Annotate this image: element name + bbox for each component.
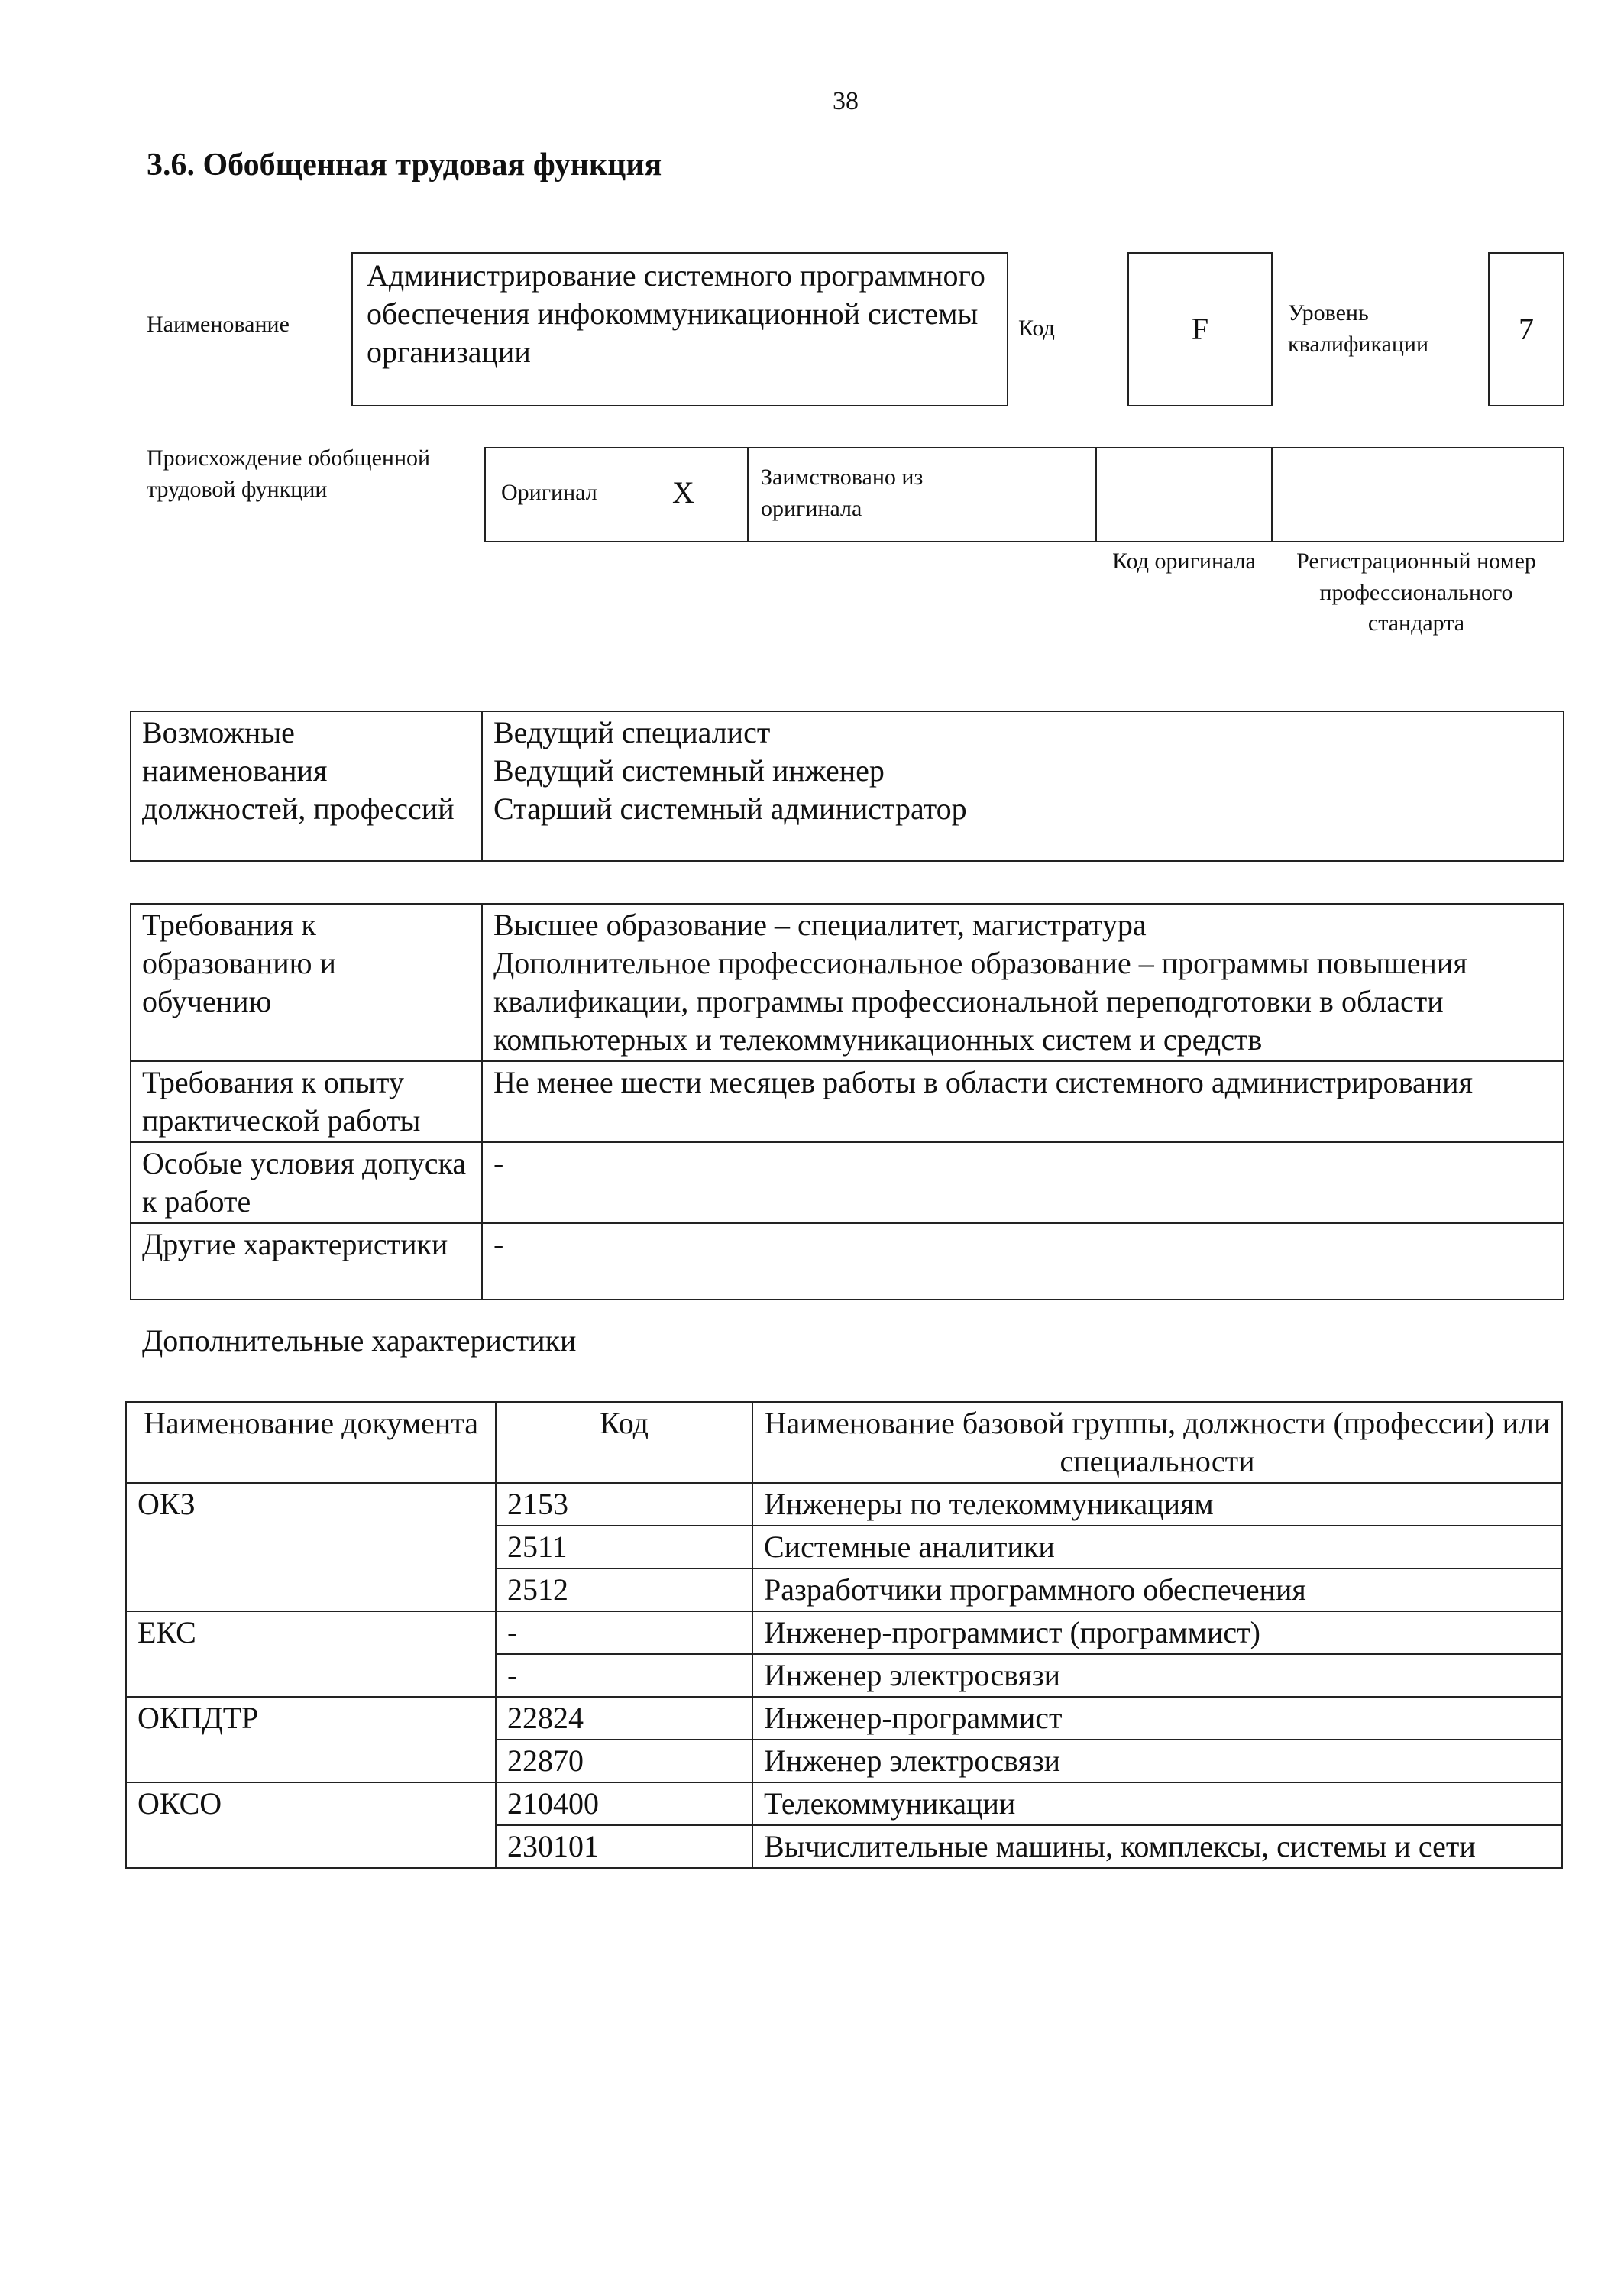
level-value-box: [1488, 252, 1564, 406]
name-cell: Разработчики программного обеспечения: [752, 1568, 1562, 1611]
name-cell: Системные аналитики: [752, 1526, 1562, 1568]
requirement-label: Требования к образованию и обучению: [131, 904, 482, 1061]
doc-cell: ЕКС: [126, 1611, 496, 1654]
table-row: [126, 1483, 1562, 1526]
origin-caption-code: Код оригинала: [1112, 549, 1256, 574]
code-label: Код: [1018, 316, 1055, 341]
code-value-box: [1127, 252, 1273, 406]
code-cell: 2153: [496, 1483, 752, 1526]
positions-label: Возможные наименования должностей, профессий: [131, 711, 482, 861]
table-row: [126, 1526, 1562, 1568]
table-row: [126, 1740, 1562, 1782]
page-number: 38: [833, 87, 859, 115]
requirement-row: [131, 1142, 1564, 1223]
requirement-label: Другие характеристики: [131, 1223, 482, 1300]
additional-title: Дополнительные характеристики: [142, 1323, 577, 1358]
name-value: Администрирование системного программного обеспечения инфокоммуникационной системы организации: [367, 258, 985, 369]
origin-box: [484, 447, 1564, 542]
name-cell: Инженеры по телекоммуникациям: [752, 1483, 1562, 1526]
header-doc: Наименование документа: [126, 1402, 496, 1483]
requirement-value: -: [482, 1223, 1564, 1300]
requirement-label: Требования к опыту практической работы: [131, 1061, 482, 1142]
positions-values: [482, 711, 1564, 861]
table-row: [126, 1654, 1562, 1697]
code-cell: 230101: [496, 1825, 752, 1868]
code-cell: 2511: [496, 1526, 752, 1568]
requirement-value: Не менее шести месяцев работы в области системного администрирования: [482, 1061, 1564, 1142]
table-row: [126, 1611, 1562, 1654]
doc-cell: [126, 1654, 496, 1697]
header-code: Код: [496, 1402, 752, 1483]
doc-cell: [126, 1526, 496, 1568]
code-cell: 22870: [496, 1740, 752, 1782]
code-cell: -: [496, 1611, 752, 1654]
code-cell: -: [496, 1654, 752, 1697]
name-cell: Инженер электросвязи: [752, 1654, 1562, 1697]
additional-header-row: [126, 1402, 1562, 1483]
level-label: Уровень квалификации: [1288, 300, 1429, 357]
origin-original-label: Оригинал: [501, 480, 597, 505]
doc-cell: [126, 1568, 496, 1611]
doc-cell: ОКЗ: [126, 1483, 496, 1526]
level-value: 7: [1519, 312, 1534, 346]
origin-divider-3: [1271, 447, 1273, 542]
requirement-row: [131, 1061, 1564, 1142]
origin-original-mark: X: [672, 475, 694, 510]
table-row: [126, 1697, 1562, 1740]
doc-cell: [126, 1825, 496, 1868]
requirement-label: Особые условия допуска к работе: [131, 1142, 482, 1223]
requirement-value: -: [482, 1142, 1564, 1223]
code-cell: 210400: [496, 1782, 752, 1825]
position-item: Ведущий системный инженер: [493, 753, 885, 788]
requirement-row: [131, 904, 1564, 1061]
header-name: Наименование базовой группы, должности (профессии) или специальности: [752, 1402, 1562, 1483]
code-cell: 2512: [496, 1568, 752, 1611]
requirement-row: [131, 1223, 1564, 1300]
positions-table: [130, 711, 1564, 862]
name-label: Наименование: [147, 312, 290, 337]
doc-cell: [126, 1740, 496, 1782]
code-cell: 22824: [496, 1697, 752, 1740]
name-cell: Вычислительные машины, комплексы, системы и сети: [752, 1825, 1562, 1868]
name-value-box: [351, 252, 1008, 406]
doc-cell: ОКСО: [126, 1782, 496, 1825]
doc-cell: ОКПДТР: [126, 1697, 496, 1740]
origin-caption-reg: Регистрационный номер профессионального стандарта: [1296, 549, 1536, 636]
table-row: [126, 1568, 1562, 1611]
origin-divider-2: [1095, 447, 1097, 542]
section-title: 3.6. Обобщенная трудовая функция: [147, 147, 662, 183]
requirement-value: Высшее образование – специалитет, магистратура Дополнительное профессиональное образование – программы повышения квалификации, программы профессиональной переподготовки в области компьютерных и телекоммуникационных систем и средств: [482, 904, 1564, 1061]
origin-label: Происхождение обобщенной трудовой функции: [147, 445, 431, 502]
position-item: Ведущий специалист: [493, 715, 771, 749]
additional-table: [125, 1401, 1563, 1869]
name-cell: Инженер-программист (программист): [752, 1611, 1562, 1654]
positions-row: [131, 711, 1564, 861]
origin-divider-1: [747, 447, 749, 542]
name-cell: Телекоммуникации: [752, 1782, 1562, 1825]
table-row: [126, 1782, 1562, 1825]
code-value: F: [1191, 312, 1209, 346]
name-cell: Инженер-программист: [752, 1697, 1562, 1740]
requirements-table: [130, 903, 1564, 1300]
origin-borrowed-label: Заимствовано из оригинала: [761, 465, 924, 521]
name-cell: Инженер электросвязи: [752, 1740, 1562, 1782]
position-item: Старший системный администратор: [493, 792, 967, 826]
table-row: [126, 1825, 1562, 1868]
